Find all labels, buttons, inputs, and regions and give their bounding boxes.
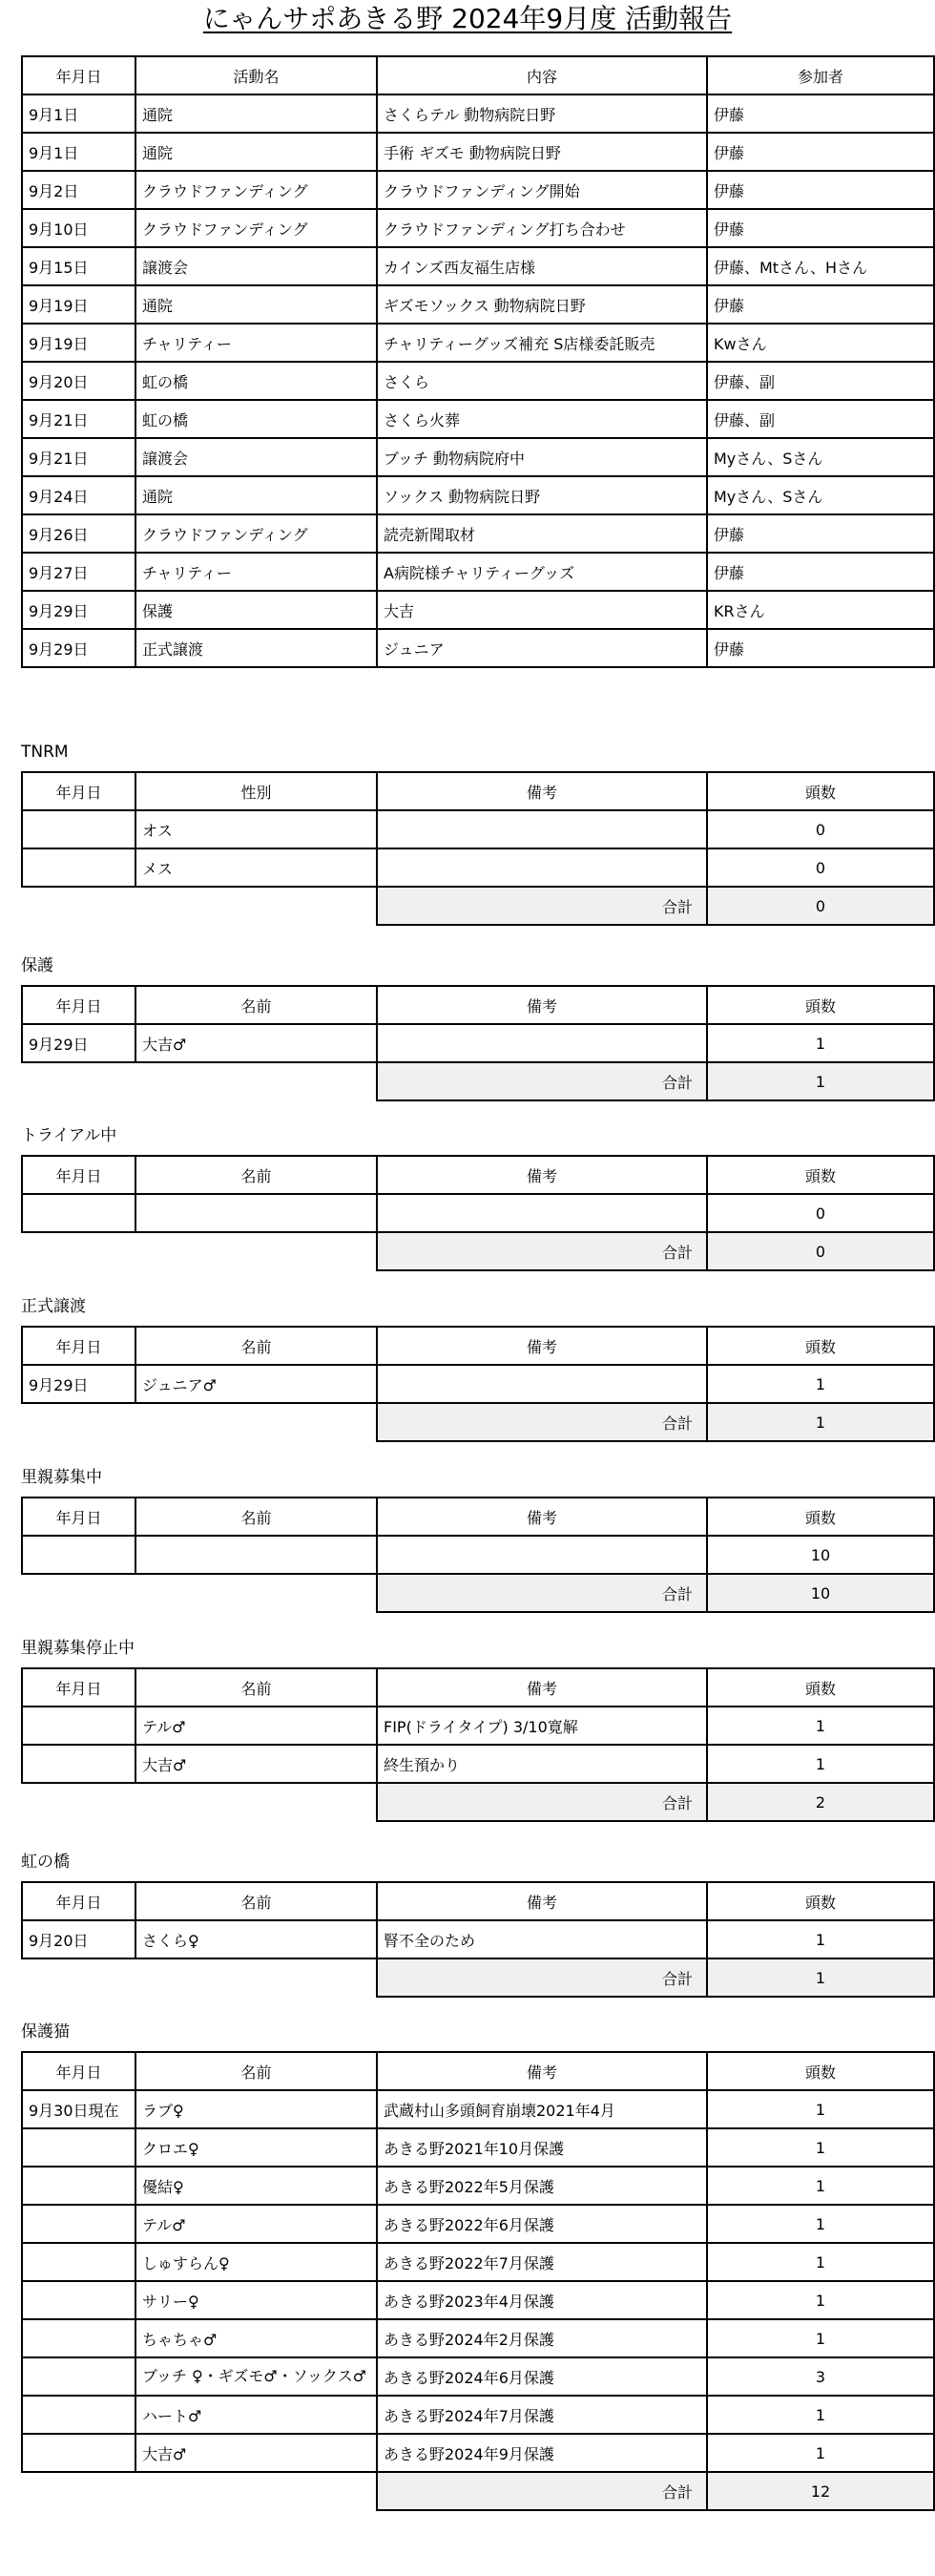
cell-name: 大吉♂ — [135, 1024, 377, 1062]
cell-notes: 終生預かり — [377, 1745, 707, 1783]
table-row — [22, 1920, 934, 1958]
seishiki-table — [21, 1326, 935, 1442]
cell-count: 10 — [707, 1536, 934, 1574]
col-count: 頭数 — [707, 1497, 934, 1536]
blank-cell — [22, 1783, 135, 1821]
cell-date — [22, 810, 135, 848]
cell-participants: KRさん — [707, 591, 934, 629]
cell-content: さくら火葬 — [377, 400, 707, 438]
table-row — [22, 2167, 934, 2205]
cell-content: ブッチ 動物病院府中 — [377, 438, 707, 476]
table-row — [22, 476, 934, 514]
blank-cell — [135, 1403, 377, 1441]
col-count: 頭数 — [707, 772, 934, 810]
table-row — [22, 324, 934, 362]
col-activity: 活動名 — [135, 56, 377, 94]
cell-notes: FIP(ドライタイプ) 3/10寛解 — [377, 1707, 707, 1745]
col-count: 頭数 — [707, 2052, 934, 2090]
cell-name: ちゃちゃ♂ — [135, 2319, 377, 2357]
col-date: 年月日 — [22, 772, 135, 810]
table-row — [22, 1536, 934, 1574]
total-value: 12 — [707, 2472, 934, 2510]
cell-date: 9月24日 — [22, 476, 135, 514]
cell-date: 9月19日 — [22, 324, 135, 362]
teishi-section — [21, 1637, 935, 1822]
cell-date: 9月10日 — [22, 209, 135, 247]
blank-cell — [22, 2472, 135, 2510]
col-name: 名前 — [135, 2052, 377, 2090]
cell-date — [22, 2128, 135, 2167]
satooya-table — [21, 1497, 935, 1613]
hogo-table — [21, 985, 935, 1101]
hogo-section — [21, 954, 935, 1101]
cell-activity: 通院 — [135, 133, 377, 171]
cell-activity: 虹の橋 — [135, 400, 377, 438]
col-notes: 備考 — [377, 772, 707, 810]
cell-content: ギズモソックス 動物病院日野 — [377, 285, 707, 324]
cell-participants: Myさん、Sさん — [707, 438, 934, 476]
table-row — [22, 438, 934, 476]
total-row — [22, 887, 934, 925]
tnrm-section — [21, 741, 935, 926]
table-row — [22, 1024, 934, 1062]
header-row — [22, 1882, 934, 1920]
cell-date — [22, 2281, 135, 2319]
cell-name: テル♂ — [135, 2205, 377, 2243]
cell-activity: 通院 — [135, 94, 377, 133]
blank-cell — [22, 1232, 135, 1270]
col-count: 頭数 — [707, 1668, 934, 1707]
table-row — [22, 2205, 934, 2243]
total-row — [22, 1232, 934, 1270]
col-notes: 備考 — [377, 1668, 707, 1707]
total-label: 合計 — [377, 887, 707, 925]
col-sex: 性別 — [135, 772, 377, 810]
cell-name — [135, 1536, 377, 1574]
cell-notes: あきる野2021年10月保護 — [377, 2128, 707, 2167]
cell-count: 1 — [707, 1745, 934, 1783]
cell-participants: 伊藤 — [707, 553, 934, 591]
table-row — [22, 209, 934, 247]
col-content: 内容 — [377, 56, 707, 94]
cell-date: 9月26日 — [22, 514, 135, 553]
col-count: 頭数 — [707, 986, 934, 1024]
cell-participants: 伊藤 — [707, 171, 934, 209]
cell-name: 大吉♂ — [135, 2434, 377, 2472]
cell-content: ジュニア — [377, 629, 707, 667]
cell-date — [22, 2357, 135, 2396]
cell-count: 3 — [707, 2357, 934, 2396]
trial-table — [21, 1155, 935, 1271]
col-date: 年月日 — [22, 1327, 135, 1365]
cell-count: 1 — [707, 1707, 934, 1745]
table-row — [22, 362, 934, 400]
cell-participants: 伊藤 — [707, 133, 934, 171]
cell-name: クロエ♀ — [135, 2128, 377, 2167]
niji-table — [21, 1881, 935, 1998]
col-name: 名前 — [135, 986, 377, 1024]
cell-name: メス — [135, 848, 377, 887]
cell-activity: 通院 — [135, 476, 377, 514]
cell-activity: チャリティー — [135, 553, 377, 591]
cell-count: 0 — [707, 1194, 934, 1232]
cell-activity: 譲渡会 — [135, 247, 377, 285]
cell-notes: あきる野2022年5月保護 — [377, 2167, 707, 2205]
cell-date: 9月29日 — [22, 629, 135, 667]
col-date: 年月日 — [22, 986, 135, 1024]
tnrm-table — [21, 771, 935, 926]
cell-date: 9月1日 — [22, 94, 135, 133]
header-row — [22, 1497, 934, 1536]
cell-content: ソックス 動物病院日野 — [377, 476, 707, 514]
section-label: TNRM — [21, 743, 69, 762]
seishiki-section — [21, 1295, 935, 1442]
cell-content: クラウドファンディング打ち合わせ — [377, 209, 707, 247]
table-row — [22, 247, 934, 285]
cell-count: 1 — [707, 2281, 934, 2319]
total-value: 10 — [707, 1574, 934, 1612]
col-notes: 備考 — [377, 986, 707, 1024]
cell-name: 優結♀ — [135, 2167, 377, 2205]
table-row — [22, 2319, 934, 2357]
page-title: にゃんサポあきる野 2024年9月度 活動報告 — [202, 3, 733, 34]
table-row — [22, 2128, 934, 2167]
col-date: 年月日 — [22, 1668, 135, 1707]
total-row — [22, 1783, 934, 1821]
cell-notes: あきる野2023年4月保護 — [377, 2281, 707, 2319]
cell-date — [22, 848, 135, 887]
cell-name: オス — [135, 810, 377, 848]
cell-date: 9月29日 — [22, 591, 135, 629]
satooya-section — [21, 1466, 935, 1613]
col-name: 名前 — [135, 1156, 377, 1194]
cell-notes — [377, 1536, 707, 1574]
total-row — [22, 1403, 934, 1441]
table-row — [22, 2281, 934, 2319]
header-row — [22, 772, 934, 810]
total-label: 合計 — [377, 1232, 707, 1270]
cell-content: 読売新聞取材 — [377, 514, 707, 553]
col-date: 年月日 — [22, 2052, 135, 2090]
header-row — [22, 1668, 934, 1707]
table-row — [22, 1365, 934, 1403]
cell-activity: 正式譲渡 — [135, 629, 377, 667]
cell-name: テル♂ — [135, 1707, 377, 1745]
cell-notes: あきる野2022年6月保護 — [377, 2205, 707, 2243]
cell-notes — [377, 1365, 707, 1403]
cell-date — [22, 2319, 135, 2357]
blank-cell — [22, 1062, 135, 1100]
cell-date: 9月21日 — [22, 400, 135, 438]
cell-count: 1 — [707, 2319, 934, 2357]
cell-count: 0 — [707, 810, 934, 848]
col-name: 名前 — [135, 1882, 377, 1920]
blank-cell — [22, 1574, 135, 1612]
col-count: 頭数 — [707, 1156, 934, 1194]
table-row — [22, 285, 934, 324]
total-label: 合計 — [377, 1062, 707, 1100]
blank-cell — [135, 1062, 377, 1100]
cell-name: さくら♀ — [135, 1920, 377, 1958]
cell-date: 9月30日現在 — [22, 2090, 135, 2128]
total-label: 合計 — [377, 1574, 707, 1612]
cell-notes — [377, 1024, 707, 1062]
cell-notes: 武蔵村山多頭飼育崩壊2021年4月 — [377, 2090, 707, 2128]
blank-cell — [22, 1958, 135, 1997]
cell-date: 9月21日 — [22, 438, 135, 476]
total-row — [22, 1574, 934, 1612]
cell-name — [135, 1194, 377, 1232]
section-label: 里親募集停止中 — [21, 1639, 135, 1658]
cell-count: 1 — [707, 2167, 934, 2205]
cell-name: ジュニア♂ — [135, 1365, 377, 1403]
col-name: 名前 — [135, 1327, 377, 1365]
table-row — [22, 514, 934, 553]
hogoneko-table — [21, 2051, 935, 2511]
cell-date: 9月15日 — [22, 247, 135, 285]
cell-date: 9月20日 — [22, 362, 135, 400]
cell-name: ハート♂ — [135, 2396, 377, 2434]
cell-date: 9月19日 — [22, 285, 135, 324]
cell-participants: 伊藤、副 — [707, 362, 934, 400]
cell-count: 1 — [707, 2243, 934, 2281]
cell-date — [22, 2205, 135, 2243]
total-value: 2 — [707, 1783, 934, 1821]
cell-date: 9月1日 — [22, 133, 135, 171]
col-notes: 備考 — [377, 1156, 707, 1194]
cell-count: 1 — [707, 2396, 934, 2434]
cell-date — [22, 1194, 135, 1232]
blank-cell — [135, 1232, 377, 1270]
trial-section — [21, 1124, 935, 1271]
cell-activity: クラウドファンディング — [135, 209, 377, 247]
col-date: 年月日 — [22, 1497, 135, 1536]
blank-cell — [22, 1403, 135, 1441]
table-row — [22, 629, 934, 667]
table-row — [22, 591, 934, 629]
cell-participants: Kwさん — [707, 324, 934, 362]
section-label: 正式譲渡 — [21, 1297, 86, 1316]
cell-participants: 伊藤 — [707, 514, 934, 553]
table-row — [22, 171, 934, 209]
col-name: 名前 — [135, 1497, 377, 1536]
cell-date — [22, 2396, 135, 2434]
cell-name: ブッチ ♀・ギズモ♂・ソックス♂ — [135, 2357, 377, 2396]
total-row — [22, 2472, 934, 2510]
cell-content: さくら — [377, 362, 707, 400]
cell-activity: 保護 — [135, 591, 377, 629]
table-row — [22, 2396, 934, 2434]
cell-participants: 伊藤 — [707, 285, 934, 324]
cell-participants: 伊藤、副 — [707, 400, 934, 438]
section-label: 里親募集中 — [21, 1468, 102, 1487]
cell-notes: 腎不全のため — [377, 1920, 707, 1958]
section-label: トライアル中 — [21, 1126, 117, 1145]
cell-count: 1 — [707, 1920, 934, 1958]
total-value: 0 — [707, 887, 934, 925]
cell-date — [22, 2243, 135, 2281]
table-row — [22, 2357, 934, 2396]
cell-date: 9月20日 — [22, 1920, 135, 1958]
cell-notes: あきる野2024年6月保護 — [377, 2357, 707, 2396]
col-notes: 備考 — [377, 1497, 707, 1536]
cell-notes — [377, 848, 707, 887]
cell-content: 大吉 — [377, 591, 707, 629]
cell-name: ラブ♀ — [135, 2090, 377, 2128]
blank-cell — [135, 887, 377, 925]
header-row — [22, 1327, 934, 1365]
table-row — [22, 1194, 934, 1232]
col-participants: 参加者 — [707, 56, 934, 94]
section-label: 虹の橋 — [21, 1853, 70, 1872]
header-row — [22, 56, 934, 94]
cell-notes: あきる野2022年7月保護 — [377, 2243, 707, 2281]
table-row — [22, 848, 934, 887]
cell-date — [22, 1707, 135, 1745]
cell-name: しゅすらん♀ — [135, 2243, 377, 2281]
teishi-table — [21, 1667, 935, 1822]
header-row — [22, 2052, 934, 2090]
activity-table — [21, 55, 935, 668]
cell-content: A病院様チャリティーグッズ — [377, 553, 707, 591]
blank-cell — [135, 1783, 377, 1821]
total-label: 合計 — [377, 2472, 707, 2510]
table-row — [22, 2243, 934, 2281]
table-row — [22, 133, 934, 171]
table-row — [22, 94, 934, 133]
activity-section — [21, 55, 935, 668]
cell-content: チャリティーグッズ補充 S店様委託販売 — [377, 324, 707, 362]
table-row — [22, 1707, 934, 1745]
cell-content: さくらテル 動物病院日野 — [377, 94, 707, 133]
cell-content: クラウドファンディング開始 — [377, 171, 707, 209]
cell-participants: Myさん、Sさん — [707, 476, 934, 514]
col-date: 年月日 — [22, 56, 135, 94]
cell-activity: クラウドファンディング — [135, 514, 377, 553]
cell-activity: チャリティー — [135, 324, 377, 362]
cell-participants: 伊藤 — [707, 94, 934, 133]
cell-count: 1 — [707, 2128, 934, 2167]
cell-notes: あきる野2024年9月保護 — [377, 2434, 707, 2472]
cell-date — [22, 1536, 135, 1574]
table-row — [22, 2090, 934, 2128]
cell-content: カインズ西友福生店様 — [377, 247, 707, 285]
cell-content: 手術 ギズモ 動物病院日野 — [377, 133, 707, 171]
cell-date — [22, 2434, 135, 2472]
cell-count: 1 — [707, 2205, 934, 2243]
cell-name: 大吉♂ — [135, 1745, 377, 1783]
total-row — [22, 1062, 934, 1100]
col-count: 頭数 — [707, 1327, 934, 1365]
cell-activity: 虹の橋 — [135, 362, 377, 400]
col-notes: 備考 — [377, 1882, 707, 1920]
niji-section — [21, 1851, 935, 1998]
cell-activity: 通院 — [135, 285, 377, 324]
header-row — [22, 1156, 934, 1194]
header-row — [22, 986, 934, 1024]
blank-cell — [22, 887, 135, 925]
cell-participants: 伊藤 — [707, 209, 934, 247]
cell-date: 9月29日 — [22, 1365, 135, 1403]
cell-participants: 伊藤 — [707, 629, 934, 667]
cell-date — [22, 2167, 135, 2205]
cell-count: 1 — [707, 2434, 934, 2472]
cell-count: 1 — [707, 1024, 934, 1062]
total-row — [22, 1958, 934, 1997]
col-name: 名前 — [135, 1668, 377, 1707]
cell-date: 9月29日 — [22, 1024, 135, 1062]
cell-notes: あきる野2024年2月保護 — [377, 2319, 707, 2357]
cell-activity: 譲渡会 — [135, 438, 377, 476]
total-label: 合計 — [377, 1958, 707, 1997]
table-row — [22, 2434, 934, 2472]
total-label: 合計 — [377, 1403, 707, 1441]
hogoneko-section — [21, 2021, 935, 2511]
blank-cell — [135, 1574, 377, 1612]
table-row — [22, 400, 934, 438]
cell-notes — [377, 810, 707, 848]
table-row — [22, 553, 934, 591]
cell-date — [22, 1745, 135, 1783]
table-row — [22, 810, 934, 848]
cell-participants: 伊藤、Mtさん、Hさん — [707, 247, 934, 285]
cell-name: サリー♀ — [135, 2281, 377, 2319]
cell-count: 0 — [707, 848, 934, 887]
cell-count: 1 — [707, 2090, 934, 2128]
cell-activity: クラウドファンディング — [135, 171, 377, 209]
cell-notes — [377, 1194, 707, 1232]
col-date: 年月日 — [22, 1156, 135, 1194]
total-value: 0 — [707, 1232, 934, 1270]
section-label: 保護 — [21, 956, 53, 975]
total-value: 1 — [707, 1958, 934, 1997]
total-label: 合計 — [377, 1783, 707, 1821]
cell-date: 9月27日 — [22, 553, 135, 591]
table-row — [22, 1745, 934, 1783]
cell-date: 9月2日 — [22, 171, 135, 209]
cell-notes: あきる野2024年7月保護 — [377, 2396, 707, 2434]
col-date: 年月日 — [22, 1882, 135, 1920]
col-notes: 備考 — [377, 1327, 707, 1365]
col-notes: 備考 — [377, 2052, 707, 2090]
blank-cell — [135, 1958, 377, 1997]
col-count: 頭数 — [707, 1882, 934, 1920]
section-label: 保護猫 — [21, 2022, 70, 2042]
total-value: 1 — [707, 1403, 934, 1441]
cell-count: 1 — [707, 1365, 934, 1403]
blank-cell — [135, 2472, 377, 2510]
total-value: 1 — [707, 1062, 934, 1100]
